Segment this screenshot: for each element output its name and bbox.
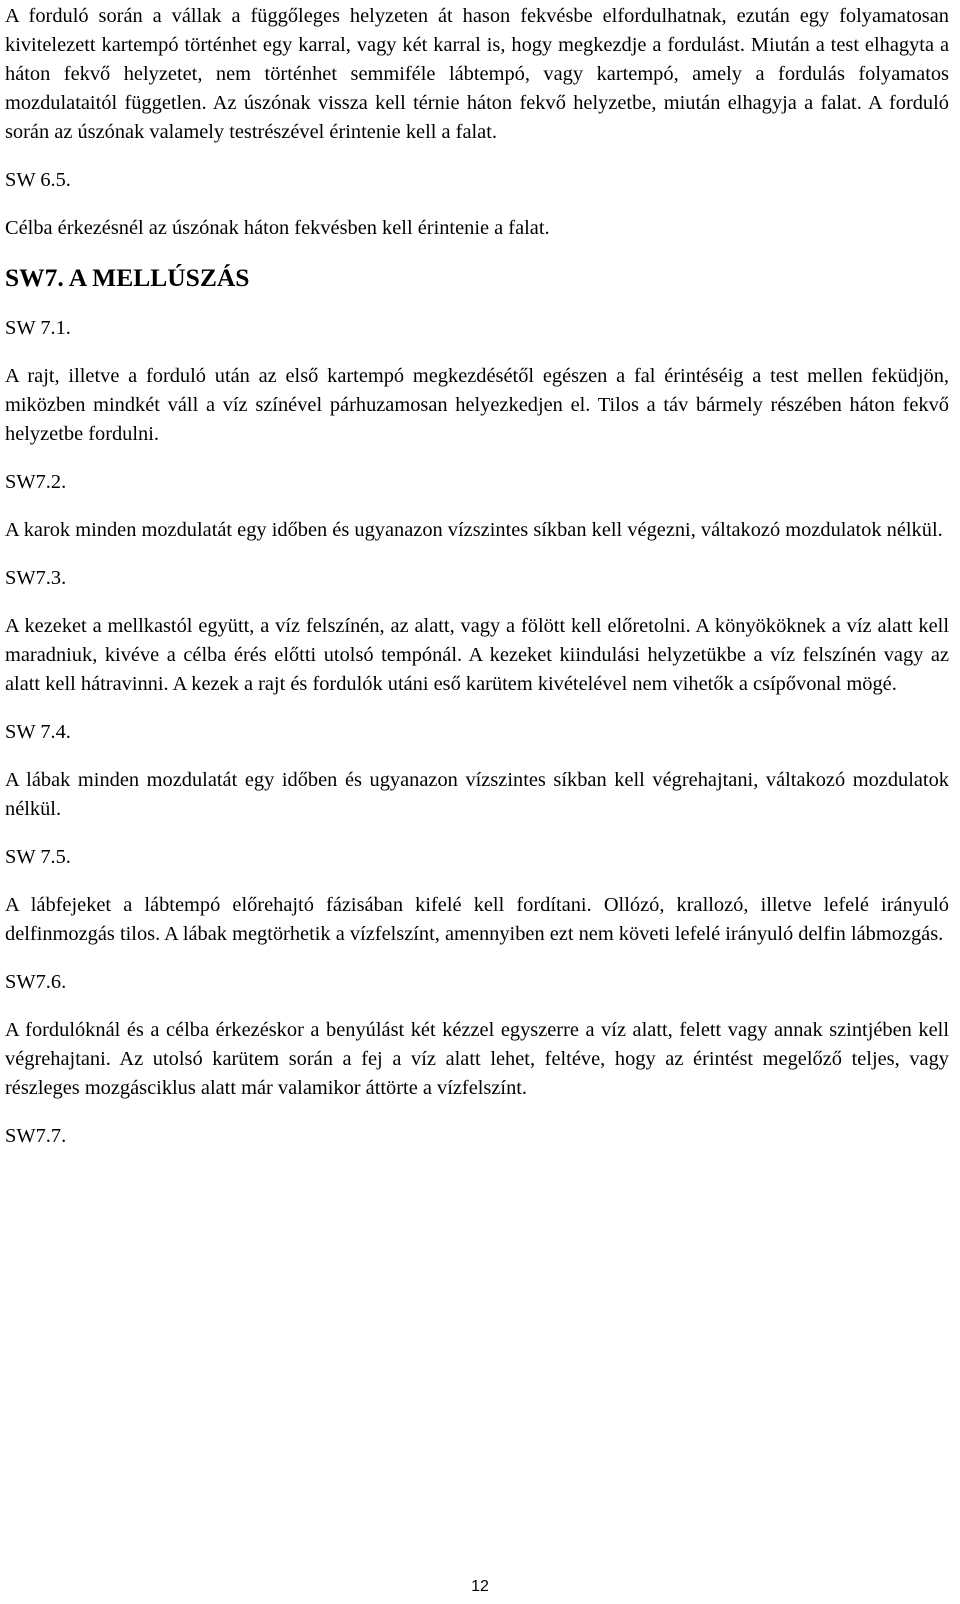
paragraph-backstroke-turn: A forduló során a vállak a függőleges helyzeten át hason fekvésbe elfordulhatnak, ezután egy folyamatosan kivitelezett kartempó történhet egy karral, vagy két karral is, hogy megkezdje a fordulást. Miután a test elhagyta a háton fekvő helyzetet, nem történhet semmiféle lábtempó, vagy kartempó, amely a fordulás folyamatos mozdulataitól független. Az úszónak vissza kell térnie háton fekvő helyzetbe, miután elhagyja a falat. A forduló során az úszónak valamely testrészével érintenie kell a falat. (5, 5, 949, 143)
rule-label-sw-7-2: SW7.2. (5, 471, 67, 493)
paragraph-breaststroke-feet: A lábfejeket a lábtempó előrehajtó fázisában kifelé kell fordítani. Ollózó, krallozó, illetve lefelé irányuló delfinmozgás tilos. A lábak megtörhetik a vízfelszínt, amennyiben ezt nem követi lefelé irányuló delfin lábmozgás. (5, 894, 949, 945)
paragraph-breaststroke-arm-movements: A karok minden mozdulatát egy időben és ugyanazon vízszintes síkban kell végezni, váltakozó mozdulatok nélkül. (5, 519, 943, 541)
page-number: 12 (471, 1578, 489, 1595)
rule-label-sw-7-5: SW 7.5. (5, 846, 71, 868)
paragraph-breaststroke-hands: A kezeket a mellkastól együtt, a víz felszínén, az alatt, vagy a fölött kell előretolni. A könyököknek a víz alatt kell maradniuk, kivéve a célba érés előtti utolsó tempónál. A kezeket kiindulási helyzetükbe a víz felszínén vagy az alatt kell hátravinni. A kezek a rajt és fordulók utáni eső karütem kivételével nem vihetők a csípővonal mögé. (5, 615, 949, 695)
rule-label-sw-6-5: SW 6.5. (5, 169, 71, 191)
rule-label-sw-7-7: SW7.7. (5, 1125, 67, 1147)
rule-label-sw-7-4: SW 7.4. (5, 721, 71, 743)
rule-label-sw-7-1: SW 7.1. (5, 317, 71, 339)
rule-label-sw-7-3: SW7.3. (5, 567, 67, 589)
paragraph-breaststroke-body-position: A rajt, illetve a forduló után az első kartempó megkezdésétől egészen a fal érintéséig a test mellen feküdjön, miközben mindkét váll a víz színével párhuzamosan helyezkedjen el. Tilos a táv bármely részében háton fekvő helyzetbe fordulni. (5, 365, 949, 445)
section-heading-breaststroke: SW7. A MELLÚSZÁS (5, 263, 250, 292)
document-page (5, 0, 949, 1170)
paragraph-breaststroke-leg-movements: A lábak minden mozdulatát egy időben és ugyanazon vízszintes síkban kell végrehajtani, váltakozó mozdulatok nélkül. (5, 769, 949, 820)
paragraph-breaststroke-touch: A fordulóknál és a célba érkezéskor a benyúlást két kézzel egyszerre a víz alatt, felett vagy annak szintjében kell végrehajtani. Az utolsó karütem során a fej a víz alatt lehet, feltéve, hogy az érintést megelőző teljes, vagy részleges mozgásciklus alatt már valamikor áttörte a vízfelszínt. (5, 1019, 949, 1099)
paragraph-backstroke-finish: Célba érkezésnél az úszónak háton fekvésben kell érintenie a falat. (5, 217, 550, 239)
rule-label-sw-7-6: SW7.6. (5, 971, 67, 993)
